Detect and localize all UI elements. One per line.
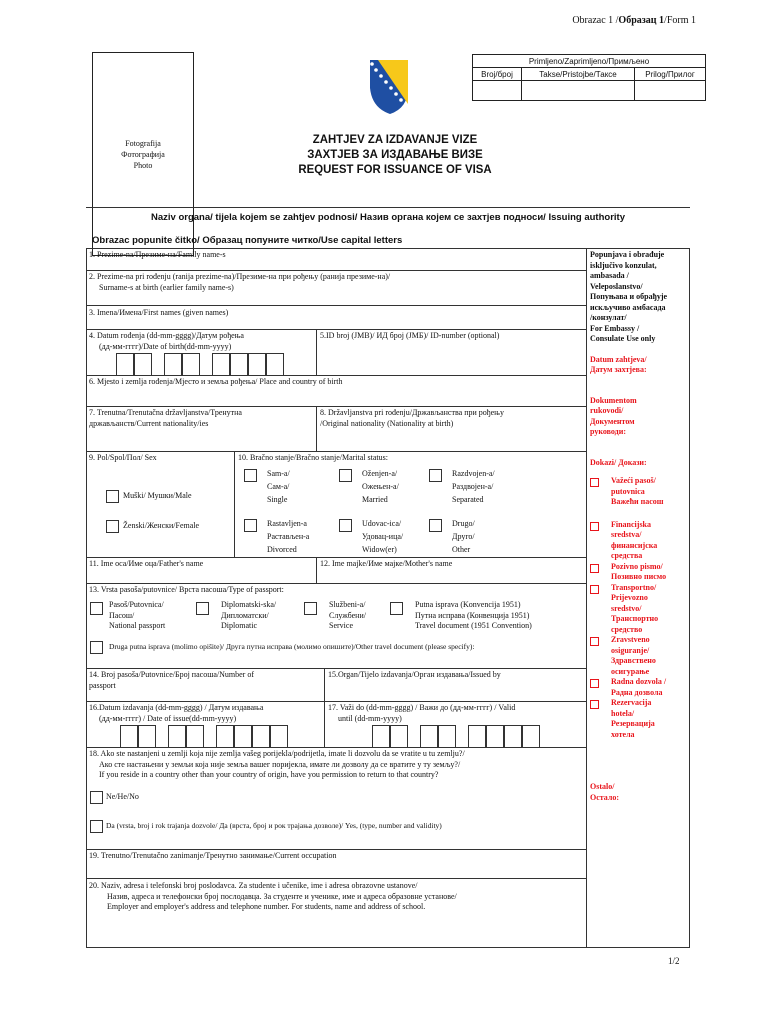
evidence-text: Financijska xyxy=(611,519,652,529)
employer-label-cyr: Назив, адреса и телефонски број послодавца. За студенте и ученике, име и адреса образовне установе/ xyxy=(107,891,457,901)
marital-option-married[interactable] xyxy=(339,467,399,506)
evidence-text: финансијска xyxy=(611,540,658,550)
photo-box xyxy=(92,52,194,256)
current-nationality-label: 7. Trenutna/Trenutačna državljanstva/Тренутна xyxy=(89,408,242,417)
widowed-label-1: Udovac-ica/ xyxy=(362,519,402,528)
dob-year-4[interactable] xyxy=(266,353,284,375)
passport-option-diplomatic[interactable] xyxy=(196,600,276,632)
checkbox-icon[interactable] xyxy=(590,679,599,688)
evidence-health-insurance[interactable] xyxy=(590,635,688,677)
row-divider xyxy=(86,329,586,330)
evidence-text: Радна дозвола xyxy=(611,687,663,697)
field-return-permission xyxy=(89,749,465,781)
row-divider xyxy=(86,849,586,850)
travel-document-checkbox[interactable] xyxy=(390,602,403,615)
valid-year-2[interactable] xyxy=(486,725,504,747)
field-passport-number[interactable] xyxy=(89,670,254,691)
issue-day-2[interactable] xyxy=(138,725,156,747)
passport-option-national[interactable] xyxy=(90,600,165,632)
service-label-2: Службени/ xyxy=(329,610,366,620)
evidence-text: Zravstveno xyxy=(611,635,650,644)
handler-line: rukovodi/ xyxy=(590,406,624,415)
married-checkbox[interactable] xyxy=(339,469,352,482)
national-passport-checkbox[interactable] xyxy=(90,602,103,615)
dob-day-1[interactable] xyxy=(116,353,134,375)
national-label-3: National passport xyxy=(109,621,166,630)
service-label-1: Službeni-a/ xyxy=(329,600,366,609)
separated-label-3: Separated xyxy=(452,495,484,504)
received-attachment-field[interactable] xyxy=(635,81,706,101)
evidence-text: Резервација xyxy=(611,719,655,728)
received-col-fees: Takse/Pristojbe/Таксе xyxy=(522,68,635,81)
passport-option-service[interactable] xyxy=(304,600,366,632)
yes-checkbox[interactable] xyxy=(90,820,103,833)
surname-birth-label: 2. Prezime-na pri rođenju (ranija prezime-na)/Презиме-на при рођењу (ранија презиме-на)/ xyxy=(89,272,391,281)
intro-line: For Embassy / xyxy=(590,323,640,333)
dob-month-1[interactable] xyxy=(164,353,182,375)
return-permission-label-en: If you reside in a country other than your country of origin, have you permission to return to that country? xyxy=(99,770,439,779)
evidence-text: Транспортно xyxy=(611,614,659,623)
row-divider xyxy=(86,878,586,879)
single-checkbox[interactable] xyxy=(244,469,257,482)
other-marital-checkbox[interactable] xyxy=(429,519,442,532)
issue-date-digit-boxes xyxy=(120,725,288,747)
received-col-number: Broj/број xyxy=(473,68,522,81)
employer-label: 20. Naziv, adresa i telefonski broj poslodavca. Za studente i učenike, ime i adresa obrazovne ustanove/ xyxy=(89,881,418,890)
intro-line: Попуњава и обрађује xyxy=(590,292,668,301)
checkbox-icon[interactable] xyxy=(590,522,599,531)
row-divider xyxy=(86,583,586,584)
evidence-text: осигурање xyxy=(611,666,650,676)
form-number xyxy=(572,15,696,26)
valid-until-label: 17. Važi do (dd-mm-gggg) / Важи до (дд-мм-гггг) / Valid xyxy=(328,703,516,712)
issue-month-1[interactable] xyxy=(168,725,186,747)
received-fees-field[interactable] xyxy=(522,81,635,101)
title-english: REQUEST FOR ISSUANCE OF VISA xyxy=(298,162,492,176)
photo-label-english: Photo xyxy=(133,160,153,170)
family-name-label: 1. Prezime-na/Презиме-на/Family name-s xyxy=(89,250,226,259)
evidence-valid-passport[interactable] xyxy=(590,476,688,508)
evidence-title: Dokazi/ Докази: xyxy=(590,457,647,467)
sex-option-male[interactable] xyxy=(106,490,192,503)
field-mothers-name[interactable] xyxy=(320,559,452,570)
intro-line: isključivo konzulat, xyxy=(590,260,657,270)
col-divider xyxy=(234,451,235,557)
single-label-1: Sam-a/ xyxy=(267,469,290,478)
intro-line: Veleposlanstvo/ xyxy=(590,281,643,291)
original-nationality-label: 8. Državljanstva pri rođenju/Држављанства при рођењу xyxy=(320,408,504,417)
travel-doc-label-1: Putna isprava (Konvencija 1951) xyxy=(415,600,521,609)
row-divider xyxy=(86,747,586,748)
dob-year-2[interactable] xyxy=(230,353,248,375)
row-divider xyxy=(86,701,586,702)
issue-month-2[interactable] xyxy=(186,725,204,747)
application-date-label xyxy=(590,355,688,376)
divorced-checkbox[interactable] xyxy=(244,519,257,532)
evidence-text: Важећи пасош xyxy=(611,497,664,506)
other-document-checkbox[interactable] xyxy=(90,641,103,654)
received-number-field[interactable] xyxy=(473,81,522,101)
place-of-birth-label: 6. Mjesto i zemlja rođenja/Мјесто и земља рођења/ Place and country of birth xyxy=(89,377,343,386)
field-current-nationality[interactable] xyxy=(89,408,242,429)
valid-until-digit-boxes xyxy=(372,725,540,747)
widowed-label-3: Widow(er) xyxy=(362,545,397,554)
dob-digit-boxes xyxy=(116,353,284,375)
field-current-occupation[interactable] xyxy=(89,851,336,862)
travel-doc-label-2: Путна исправа (Конвенција 1951) xyxy=(415,610,530,620)
passport-type-label: 13. Vrsta pasoša/putovnice/ Врста пасоша/Type of passport: xyxy=(89,585,284,594)
marital-option-divorced[interactable] xyxy=(244,517,309,556)
field-id-number[interactable] xyxy=(320,331,499,342)
field-valid-until xyxy=(328,703,515,724)
checkbox-icon[interactable] xyxy=(590,564,599,573)
issue-year-4[interactable] xyxy=(270,725,288,747)
employer-label-en: Employer and employer's address and telephone number. For students, name and address of school. xyxy=(107,902,426,911)
embassy-use-intro xyxy=(590,250,688,345)
issued-by-label: 15.Organ/Tijelo izdavanja/Орган издавања/Issued by xyxy=(328,670,501,679)
evidence-text: Pozivno pismo/ xyxy=(611,561,663,571)
diplomatic-passport-checkbox[interactable] xyxy=(196,602,209,615)
separated-label-1: Razdvojen-a/ xyxy=(452,469,495,478)
intro-line: Popunjava i obrađuje xyxy=(590,250,665,259)
checkbox-icon[interactable] xyxy=(590,637,599,646)
valid-day-1[interactable] xyxy=(372,725,390,747)
evidence-list xyxy=(590,476,688,740)
form-number-prefix: Obrazac 1 / xyxy=(572,15,619,26)
no-label: Ne/Не/No xyxy=(106,792,139,802)
marital-option-single[interactable] xyxy=(244,467,290,506)
handler-line: руководи: xyxy=(590,427,627,436)
valid-day-2[interactable] xyxy=(390,725,408,747)
yes-label: Da (vrsta, broj i rok trajanja dozvole/ Да (врста, број и рок трајања дозволе)/ Yes, (type, number and validity) xyxy=(106,821,442,831)
title-cyrillic: ЗАХТЈЕВ ЗА ИЗДАВАЊЕ ВИЗЕ xyxy=(307,147,483,161)
current-nationality-label-en: држављанств/Current nationality/ies xyxy=(89,418,209,428)
issue-date-label-en: (дд-мм-гггг) / Date of issue(dd-mm-yyyy) xyxy=(99,713,237,723)
married-label-3: Married xyxy=(362,495,388,504)
other-marital-label-3: Other xyxy=(452,545,471,554)
field-first-names[interactable] xyxy=(89,308,228,319)
date-label-line: Datum zahtjeva/ xyxy=(590,354,647,364)
first-names-label: 3. Imena/Имена/First names (given names) xyxy=(89,308,229,317)
intro-line: /конзулат/ xyxy=(590,313,627,322)
title-latin: ZAHTJEV ZA IZDAVANJE VIZE xyxy=(312,132,478,146)
evidence-text: Здравствено xyxy=(611,656,656,665)
form-number-cyr: Образац 1 xyxy=(618,15,665,26)
form-number-suffix: /Form 1 xyxy=(664,15,696,26)
male-checkbox[interactable] xyxy=(106,490,119,503)
handler-line: Документом xyxy=(590,416,635,426)
other-line: Ostalo/ xyxy=(590,782,615,791)
evidence-text: hotela/ xyxy=(611,708,635,718)
row-divider xyxy=(86,375,586,376)
checkbox-icon[interactable] xyxy=(590,585,599,594)
field-issued-by[interactable] xyxy=(328,670,501,681)
received-table-title: Primljeno/Zaprimljeno/Примљено xyxy=(473,55,706,68)
marital-status-label: 10. Bračno stanje/Bračno stanje/Marital status: xyxy=(238,453,388,462)
return-permission-label: 18. Ako ste nastanjeni u zemlji koja nije zemlja vašeg porijekla/podrijetla, imate li dozvolu da se vratite u tu zemlju?/ xyxy=(89,749,465,758)
row-divider xyxy=(86,305,586,306)
evidence-text: putovnica xyxy=(611,486,645,496)
evidence-text: Važeći pasoš/ xyxy=(611,476,656,485)
field-original-nationality[interactable] xyxy=(320,408,504,429)
national-label-2: Пасош/ xyxy=(109,610,135,620)
dob-label-en: (дд-мм-гггг)/Date of birth(dd-mm-yyyy) xyxy=(99,341,232,351)
col-divider xyxy=(316,406,317,451)
divorced-label-2: Растављен-а xyxy=(267,532,310,541)
handler-line: Dokumentom xyxy=(590,395,637,405)
col-divider xyxy=(316,329,317,375)
field-surname-at-birth[interactable] xyxy=(89,272,390,293)
field-date-of-birth xyxy=(89,331,244,352)
field-fathers-name[interactable] xyxy=(89,559,203,570)
sex-label: 9. Pol/Spol/Пол/ Sex xyxy=(89,453,157,462)
col-divider xyxy=(324,668,325,747)
embassy-column-divider xyxy=(586,248,587,948)
checkbox-icon[interactable] xyxy=(590,700,599,709)
divorced-label-3: Divorced xyxy=(267,545,297,554)
coat-of-arms-icon xyxy=(360,58,420,116)
field-family-name[interactable] xyxy=(89,250,226,261)
dob-day-2[interactable] xyxy=(134,353,152,375)
other-marital-label-2: Друго/ xyxy=(452,532,475,541)
col-divider xyxy=(316,557,317,583)
dob-year-3[interactable] xyxy=(248,353,266,375)
evidence-text: osiguranje/ xyxy=(611,645,650,655)
diplomatic-label-2: Дипломатски/ xyxy=(221,610,269,620)
issuing-authority-label: Naziv organa/ tijela kojem se zahtjev podnosi/ Назив органа којем се захтјев подноси/ Issuing authority xyxy=(151,212,625,223)
intro-line: искључиво амбасада xyxy=(590,302,666,312)
evidence-text: средство xyxy=(611,624,643,634)
sex-option-female[interactable] xyxy=(106,520,199,533)
valid-year-1[interactable] xyxy=(468,725,486,747)
mothers-name-label: 12. Ime majke/Име мајке/Mother's name xyxy=(320,559,453,568)
return-permission-label-cyr: Ако сте настањени у земљи која није земља вашег поријекла, имате ли дозволу да се вратите у ту земљу?/ xyxy=(99,759,461,769)
document-handler-label xyxy=(590,396,688,438)
widowed-checkbox[interactable] xyxy=(339,519,352,532)
page-number: 1/2 xyxy=(668,956,680,966)
divorced-label-1: Rastavljen-a xyxy=(267,519,307,528)
other-label xyxy=(590,782,688,803)
diplomatic-label-1: Diplomatski-ska/ xyxy=(221,600,277,609)
dob-month-2[interactable] xyxy=(182,353,200,375)
evidence-text: средства xyxy=(611,551,643,560)
marital-option-separated[interactable] xyxy=(429,467,495,506)
evidence-text: Позивно писмо xyxy=(611,572,667,581)
evidence-text: sredstvo/ xyxy=(611,603,642,613)
female-checkbox[interactable] xyxy=(106,520,119,533)
service-label-3: Service xyxy=(329,621,353,630)
capital-letters-note: Obrazac popunite čitko/ Образац попуните читко/Use capital letters xyxy=(92,235,403,246)
dob-label: 4. Datum rođenja (dd-mm-gggg)/Датум рођења xyxy=(89,331,244,340)
row-divider xyxy=(86,557,586,558)
other-marital-label-1: Drugo/ xyxy=(452,519,475,528)
embassy-use-column xyxy=(590,250,688,803)
received-col-attachment: Prilog/Прилог xyxy=(635,68,706,81)
issue-date-label: 16.Datum izdavanja (dd-mm-gggg) / Датум издавања xyxy=(89,703,264,712)
evidence-text: Prijevozno xyxy=(611,593,648,602)
photo-label-latin: Fotografija xyxy=(125,138,161,148)
checkbox-icon[interactable] xyxy=(590,478,599,487)
passport-number-label: 14. Broj pasoša/Putovnice/Број пасоша/Number of xyxy=(89,670,255,679)
evidence-text: Transportno/ xyxy=(611,582,657,592)
travel-doc-label-3: Travel document (1951 Convention) xyxy=(415,621,532,630)
photo-label-cyrillic: Фотографија xyxy=(121,149,165,159)
marital-option-other[interactable] xyxy=(429,517,475,556)
intro-line: Consulate Use only xyxy=(590,334,656,343)
issue-year-2[interactable] xyxy=(234,725,252,747)
evidence-transport[interactable] xyxy=(590,583,688,636)
original-nationality-label-en: /Original nationality (Nationality at birth) xyxy=(320,418,454,428)
row-divider xyxy=(86,270,586,271)
passport-option-other[interactable] xyxy=(90,641,474,654)
field-date-of-issue xyxy=(89,703,263,724)
evidence-financial-means[interactable] xyxy=(590,520,688,562)
marital-option-widowed[interactable] xyxy=(339,517,403,556)
valid-year-3[interactable] xyxy=(504,725,522,747)
widowed-label-2: Удовац-ица/ xyxy=(362,532,404,541)
other-line: Остало: xyxy=(590,792,620,802)
intro-line: ambasada / xyxy=(590,271,629,280)
evidence-text: хотела xyxy=(611,729,635,739)
male-label: Muški/ Мушки/Male xyxy=(123,491,192,501)
valid-month-1[interactable] xyxy=(420,725,438,747)
issue-year-3[interactable] xyxy=(252,725,270,747)
separated-checkbox[interactable] xyxy=(429,469,442,482)
married-label-1: Oženjen-a/ xyxy=(362,469,398,478)
evidence-invitation-letter[interactable] xyxy=(590,562,688,583)
evidence-hotel-reservation[interactable] xyxy=(590,698,688,740)
service-passport-checkbox[interactable] xyxy=(304,602,317,615)
row-divider xyxy=(86,668,586,669)
fathers-name-label: 11. Ime oca/Име оца/Father's name xyxy=(89,559,204,568)
married-label-2: Ожењен-а/ xyxy=(362,482,399,491)
issue-year-1[interactable] xyxy=(216,725,234,747)
single-label-3: Single xyxy=(267,495,288,504)
evidence-text: sredstva/ xyxy=(611,530,642,539)
header-divider xyxy=(86,207,690,208)
issue-day-1[interactable] xyxy=(120,725,138,747)
national-label-1: Pasoš/Putovnica/ xyxy=(109,600,164,609)
valid-until-label-en: until (dd-mm-yyyy) xyxy=(338,713,402,723)
evidence-text: Rezervacija xyxy=(611,698,652,707)
passport-option-travel-document[interactable] xyxy=(390,600,532,632)
dob-year-1[interactable] xyxy=(212,353,230,375)
diplomatic-label-3: Diplomatic xyxy=(221,621,257,630)
return-permission-no[interactable] xyxy=(90,791,139,804)
passport-number-label-2: passport xyxy=(89,680,116,690)
valid-year-4[interactable] xyxy=(522,725,540,747)
form-title xyxy=(257,132,533,177)
id-number-label: 5.ID broj (JMB)/ ИД број (ЈМБ)/ ID-number (optional) xyxy=(320,331,500,340)
return-permission-yes[interactable] xyxy=(90,820,442,833)
received-table xyxy=(472,54,706,101)
evidence-text: Radna dozvola / xyxy=(611,677,667,686)
field-place-of-birth[interactable] xyxy=(89,377,342,388)
row-divider xyxy=(86,406,586,407)
other-document-label: Druga putna isprava (molimo opišite)/ Друга путна исправа (молимо опишите)/Other travel document (please specify): xyxy=(109,642,475,652)
date-label-line: Датум захтјева: xyxy=(590,365,647,374)
row-divider xyxy=(86,451,586,452)
separated-label-2: Раздвојен-а/ xyxy=(452,482,494,491)
occupation-label: 19. Trenutno/Trenutačno zanimanje/Тренутно занимање/Current occupation xyxy=(89,851,337,860)
no-checkbox[interactable] xyxy=(90,791,103,804)
valid-month-2[interactable] xyxy=(438,725,456,747)
evidence-work-permit[interactable] xyxy=(590,677,688,698)
field-employer[interactable] xyxy=(89,881,457,913)
surname-birth-label-en: Surname-s at birth (earlier family name-s) xyxy=(99,282,234,292)
female-label: Ženski/Женски/Female xyxy=(123,521,200,531)
single-label-2: Сам-а/ xyxy=(267,482,290,491)
